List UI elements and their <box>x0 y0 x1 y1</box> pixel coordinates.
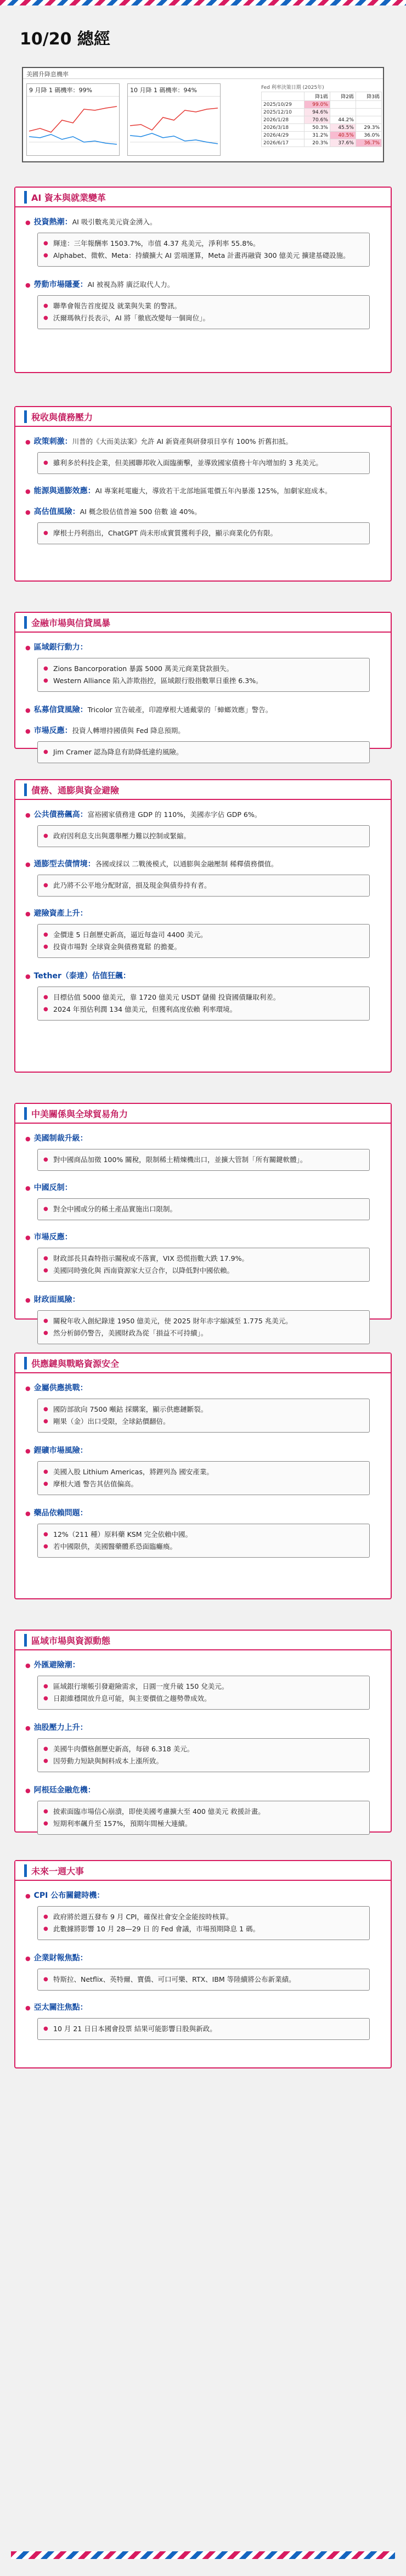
fed-col <box>262 92 304 101</box>
item-box <box>37 1738 370 1772</box>
fed-cell: 44.2% <box>330 116 356 124</box>
item-box <box>37 1149 370 1171</box>
section-heading: 中美關係與全球貿易角力 <box>24 1107 128 1120</box>
item-heading-label: CPI 公布關鍵時機： <box>33 1891 105 1900</box>
item-heading-label: 油股壓力上升： <box>33 1723 88 1732</box>
item-heading <box>25 1132 88 1143</box>
bullet-line: ● 投資市場對 全球資金與債務寬鬆 的擔憂。 <box>43 941 364 953</box>
item-box <box>37 1461 370 1495</box>
item-box <box>37 1310 370 1344</box>
fed-cell: 29.3% <box>356 124 381 132</box>
item-heading-label: 通膨型去債情境： <box>33 860 95 869</box>
fed-cell <box>330 109 356 116</box>
bullet-line: ● 輝達：三年報酬率 1503.7%，市值 4.37 兆美元，淨利率 55.8%。 <box>43 238 364 250</box>
item-heading-label: 外匯避險潮： <box>33 1661 80 1670</box>
section-card <box>14 1352 392 1599</box>
item-heading <box>25 1231 72 1242</box>
item-heading-label: 企業財報焦點： <box>33 1954 88 1963</box>
fed-cell: 94.6% <box>304 109 330 116</box>
item-box <box>37 1676 370 1710</box>
item-box <box>37 875 370 897</box>
fed-col: 降2碼 <box>330 92 356 101</box>
bullet-line: ● Alphabet、微軟、Meta：持續擴大 AI 雲端運算，Meta 計畫再融資 300 億美元 擴建基礎設施。 <box>43 250 364 262</box>
item-box <box>37 452 370 474</box>
fed-cell: 2026/1/28 <box>262 116 304 124</box>
section-header <box>15 407 391 427</box>
fed-table-row <box>262 124 382 132</box>
item-heading-label: Tether（泰達）估值狂飆： <box>33 972 131 980</box>
section-card <box>14 1860 392 2068</box>
bullet-line: ● 摩根大通 警告其估值偏高。 <box>43 1478 364 1490</box>
item-heading-label: 金屬供應挑戰： <box>33 1384 88 1393</box>
item-heading <box>25 2002 88 2013</box>
item-heading-label: 公共債務飆高： <box>33 810 88 819</box>
item-heading-label: 市場反應： <box>33 726 72 735</box>
bullet-line: ● 2024 年預估利潤 134 億美元，但獲利高度依賴 利率環境。 <box>43 1004 364 1016</box>
item-heading-text: Tricolor 宣告破產，印證摩根大通戴蒙的「蟑螂效應」警告。 <box>87 706 273 714</box>
bullet-line: ● 短期利率飆升至 157%，預期年間極大連續。 <box>43 1818 364 1830</box>
item-heading <box>25 436 292 447</box>
item-box <box>37 233 370 267</box>
item-heading <box>25 704 272 715</box>
item-heading-label: 鋰礦市場風險： <box>33 1446 88 1455</box>
item-heading-label: 市場反應： <box>33 1233 72 1242</box>
item-box <box>37 1524 370 1558</box>
section-header <box>15 188 391 207</box>
item-heading-label: 亞太關注焦點： <box>33 2003 88 2012</box>
fed-table-row <box>262 139 382 147</box>
bullet-line: ● 國防部欲向 7500 噸鈷 採購案，顯示供應鏈斷裂。 <box>43 1403 364 1416</box>
fed-cell: 99.0% <box>304 101 330 109</box>
fed-cell: 2025/10/29 <box>262 101 304 109</box>
item-box <box>37 1906 370 1940</box>
item-heading-label: 財政面風險： <box>33 1295 80 1304</box>
fed-table-row <box>262 101 382 109</box>
item-heading-label: 高估值風險： <box>33 508 80 516</box>
bullet-line: ● 然分析師仍警告，美國財政為從「損益不可持續」。 <box>43 1327 364 1339</box>
item-heading-text: AI 概念股估值普遍 500 倍數 逾 40%。 <box>80 508 201 516</box>
fed-col: 降1碼 <box>304 92 330 101</box>
item-box <box>37 1969 370 1991</box>
bullet-line: ● 特斯拉、Netflix、英特爾、寶僑、可口可樂、RTX、IBM 等陸續將公布新業績。 <box>43 1974 364 1986</box>
item-box <box>37 522 370 544</box>
item-heading-text: 各國或採以 二戰後模式，以通膨與金融壓制 稀釋債務價值。 <box>95 860 278 868</box>
section-card <box>14 612 392 756</box>
item-box <box>37 1399 370 1433</box>
item-box <box>37 1801 370 1835</box>
section-header <box>15 1861 391 1881</box>
section-heading: 未來一週大事 <box>24 1864 84 1877</box>
odds-panel-sep <box>26 83 120 156</box>
item-heading <box>25 1382 88 1393</box>
item-heading <box>25 725 185 736</box>
section-header <box>15 1631 391 1650</box>
fed-table-row <box>262 132 382 139</box>
item-heading-label: 避險資產上升： <box>33 909 88 918</box>
bullet-line: ● Western Alliance 陷入詐欺指控，區域銀行股指數單日重挫 6.3%。 <box>43 675 364 687</box>
bullet-line: ● 美國牛肉價格創歷史新高，每磅 6.318 美元。 <box>43 1743 364 1755</box>
section-heading: 供應鏈與戰略資源安全 <box>24 1357 119 1369</box>
item-heading-text: 投資人轉增持國債與 Fed 降息預期。 <box>72 726 185 735</box>
odds-sparkline-oct <box>130 98 218 153</box>
bullet-line: ● 此數據將影響 10 月 28—29 日 的 Fed 會議，市場預期降息 1 碼。 <box>43 1923 364 1935</box>
bullet-line: ● 因勞動力短缺與飼料成本上漲所致。 <box>43 1755 364 1767</box>
item-heading <box>25 907 88 918</box>
bullet-line: ● 披索面臨市場信心崩潰，即使美國考慮擴大至 400 億美元 救援計畫。 <box>43 1806 364 1818</box>
item-heading-label: 投資熱潮： <box>33 218 72 227</box>
bullet-line: ● 關稅年收入創紀錄達 1950 億美元，使 2025 財年赤字縮減至 1.775 兆美元。 <box>43 1315 364 1327</box>
odds-label-oct: 10 月降 1 碼機率：94% <box>128 84 220 97</box>
bullet-line: ● Zions Bancorporation 暴露 5000 萬美元商業貸款損失。 <box>43 663 364 675</box>
fed-cell: 20.3% <box>304 139 330 147</box>
fed-table-row <box>262 109 382 116</box>
item-heading <box>25 1784 95 1795</box>
fed-cell: 70.6% <box>304 116 330 124</box>
top-stripe <box>0 0 406 5</box>
bullet-line: ● 對中國商品加徵 100% 關稅，限制稀土精煉機出口，並擴大管制「所有關鍵軟體」。 <box>43 1154 364 1166</box>
section-card <box>14 1630 392 1833</box>
item-heading-text: AI 專案耗電龐大，導致若干北部地區電價五年內暴漲 125%，加劇家庭成本。 <box>95 487 332 495</box>
fed-cell <box>356 101 381 109</box>
bullet-line: ● 日銀維穩開放升息可能，與主要價值之趨勢帶成效。 <box>43 1693 364 1705</box>
section-card <box>14 1103 392 1337</box>
bullet-line: ● 對全中國或分的稀土產品實施出口限制。 <box>43 1203 364 1215</box>
fed-cell: 36.7% <box>356 139 381 147</box>
item-box <box>37 658 370 692</box>
fed-table-header <box>262 92 382 101</box>
fed-cell <box>356 116 381 124</box>
fed-odds-table <box>261 83 382 147</box>
fed-cell: 37.6% <box>330 139 356 147</box>
bullet-line: ● 剛果（金）出口受限，全球鈷價翻倍。 <box>43 1416 364 1428</box>
item-heading-label: 區域銀行動力： <box>33 643 88 652</box>
page-title: 10/20 總經 <box>20 30 110 49</box>
bullet-line: ● 美國入股 Lithium Americas，將鋰列為 國安產業。 <box>43 1466 364 1478</box>
item-heading-label: 中國反制： <box>33 1183 72 1192</box>
item-heading <box>25 1659 80 1670</box>
item-box <box>37 1198 370 1220</box>
item-box <box>37 295 370 329</box>
item-heading <box>25 1722 88 1733</box>
item-heading <box>25 1890 104 1901</box>
fed-cell <box>330 101 356 109</box>
fed-cell: 2026/6/17 <box>262 139 304 147</box>
item-box <box>37 825 370 847</box>
item-heading <box>25 216 156 227</box>
item-heading-text: 川普的《大而美法案》允許 AI 新資產與研發項目享有 100% 折舊扣抵。 <box>72 437 292 446</box>
bullet-line: ● 目標估值 5000 億美元，靠 1720 億美元 USDT 儲備 投資國債賺取利差。 <box>43 991 364 1004</box>
bullet-line: ● 區域銀行壞帳引發避險需求，日圓一度升破 150 兌美元。 <box>43 1681 364 1693</box>
item-heading <box>25 641 88 652</box>
chart-header: 美國升降息機率 <box>23 68 383 79</box>
fed-cell <box>356 109 381 116</box>
fed-cell: 2026/4/29 <box>262 132 304 139</box>
item-heading-label: 阿根廷金融危機： <box>33 1786 95 1795</box>
item-heading <box>25 809 261 820</box>
item-heading <box>25 858 278 869</box>
bullet-line: ● 12%（211 種）原料藥 KSM 完全依賴中國。 <box>43 1529 364 1541</box>
item-heading-label: 能源與通膨效應： <box>33 487 95 495</box>
fed-table-title: Fed 利率決策日期 (2025年) <box>261 85 324 91</box>
item-heading-text: AI 被視為將 廣泛取代人力。 <box>87 280 174 289</box>
section-header <box>15 613 391 633</box>
bullet-line: ● 聯準會報告首度提及 就業與失業 的警訊。 <box>43 300 364 312</box>
fed-table-row <box>262 116 382 124</box>
fed-cell: 2025/12/10 <box>262 109 304 116</box>
item-heading <box>25 1445 88 1456</box>
odds-sparkline-sep <box>29 98 117 153</box>
fed-cell: 31.2% <box>304 132 330 139</box>
bullet-line: ● 此乃將不公平地分配財富，損及現金與債券持有者。 <box>43 880 364 892</box>
bullet-line: ● 政府將於週五發布 9 月 CPI，確保社會安全金能按時核算。 <box>43 1911 364 1923</box>
item-heading <box>25 1507 88 1518</box>
bullet-line: ● 雖利多於科技企業，但美國聯邦收入面臨衝擊，並導致國家債務十年內增加約 3 兆美元。 <box>43 457 364 469</box>
fed-cell: 2026/3/18 <box>262 124 304 132</box>
bullet-line: ● 金價達 5 日創歷史新高，逼近每盎司 4400 美元。 <box>43 929 364 941</box>
item-box <box>37 924 370 958</box>
section-card <box>14 779 392 1073</box>
item-heading <box>25 1182 72 1193</box>
rate-chart-card <box>22 67 384 162</box>
item-box <box>37 741 370 763</box>
section-header <box>15 1354 391 1373</box>
item-heading <box>25 279 174 290</box>
fed-col: 降3碼 <box>356 92 381 101</box>
section-heading: 債務、通膨與資金避險 <box>24 783 119 796</box>
item-heading-label: 美國制裁升級： <box>33 1134 88 1143</box>
item-heading-label: 私募信貸風險： <box>33 706 88 714</box>
item-heading <box>25 485 332 496</box>
section-header <box>15 1104 391 1124</box>
item-box <box>37 2018 370 2040</box>
item-box <box>37 1248 370 1282</box>
fed-cell: 36.0% <box>356 132 381 139</box>
bullet-line: ● 沃爾瑪執行長表示，AI 將「徹底改變每一個崗位」。 <box>43 312 364 324</box>
bullet-line: ● 政府因利息支出與選舉壓力難以控制或緊縮。 <box>43 830 364 842</box>
fed-cell: 40.5% <box>330 132 356 139</box>
section-heading: 區域市場與資源動態 <box>24 1634 110 1647</box>
item-heading-text: AI 吸引數兆美元資金湧入。 <box>72 218 157 226</box>
section-heading: AI 資本與就業變革 <box>24 191 106 204</box>
bullet-line: ● 摩根士丹利指出，ChatGPT 尚未形成實質獲利手段，顯示商業化仍有限。 <box>43 527 364 539</box>
section-card <box>14 187 392 373</box>
item-heading <box>25 1952 88 1963</box>
item-box <box>37 987 370 1021</box>
section-heading: 金融市場與信貸風暴 <box>24 616 110 629</box>
bottom-stripe <box>11 2551 395 2559</box>
fed-cell: 50.3% <box>304 124 330 132</box>
item-heading-label: 藥品依賴問題： <box>33 1509 88 1518</box>
item-heading <box>25 970 131 981</box>
item-heading-label: 勞動市場隱憂： <box>33 280 88 289</box>
section-header <box>15 780 391 800</box>
section-heading: 稅收與債務壓力 <box>24 410 93 423</box>
odds-label-sep: 9 月降 1 碼機率：99% <box>27 84 119 97</box>
bullet-line: ● 美國同時強化與 西南資源家大豆合作，以降低對中國依賴。 <box>43 1265 364 1277</box>
item-heading <box>25 1294 80 1305</box>
item-heading-label: 政策刺激： <box>33 437 72 446</box>
odds-panel-oct <box>127 83 221 156</box>
bullet-line: ● 10 月 21 日日本國會投票 結果可能影響日股與新政。 <box>43 2023 364 2035</box>
bullet-line: ● Jim Cramer 認為降息有助降低違約風險。 <box>43 746 364 758</box>
bullet-line: ● 若中國限供，美國醫藥體系恐面臨癱瘓。 <box>43 1541 364 1553</box>
item-heading <box>25 506 201 517</box>
section-card <box>14 406 392 582</box>
bullet-line: ● 財政部長貝森特指示關稅或不落實，VIX 恐慌指數大跌 17.9%。 <box>43 1253 364 1265</box>
item-heading-text: 富裕國家債務達 GDP 的 110%，美國赤字佔 GDP 6%。 <box>87 810 262 819</box>
fed-cell: 45.5% <box>330 124 356 132</box>
